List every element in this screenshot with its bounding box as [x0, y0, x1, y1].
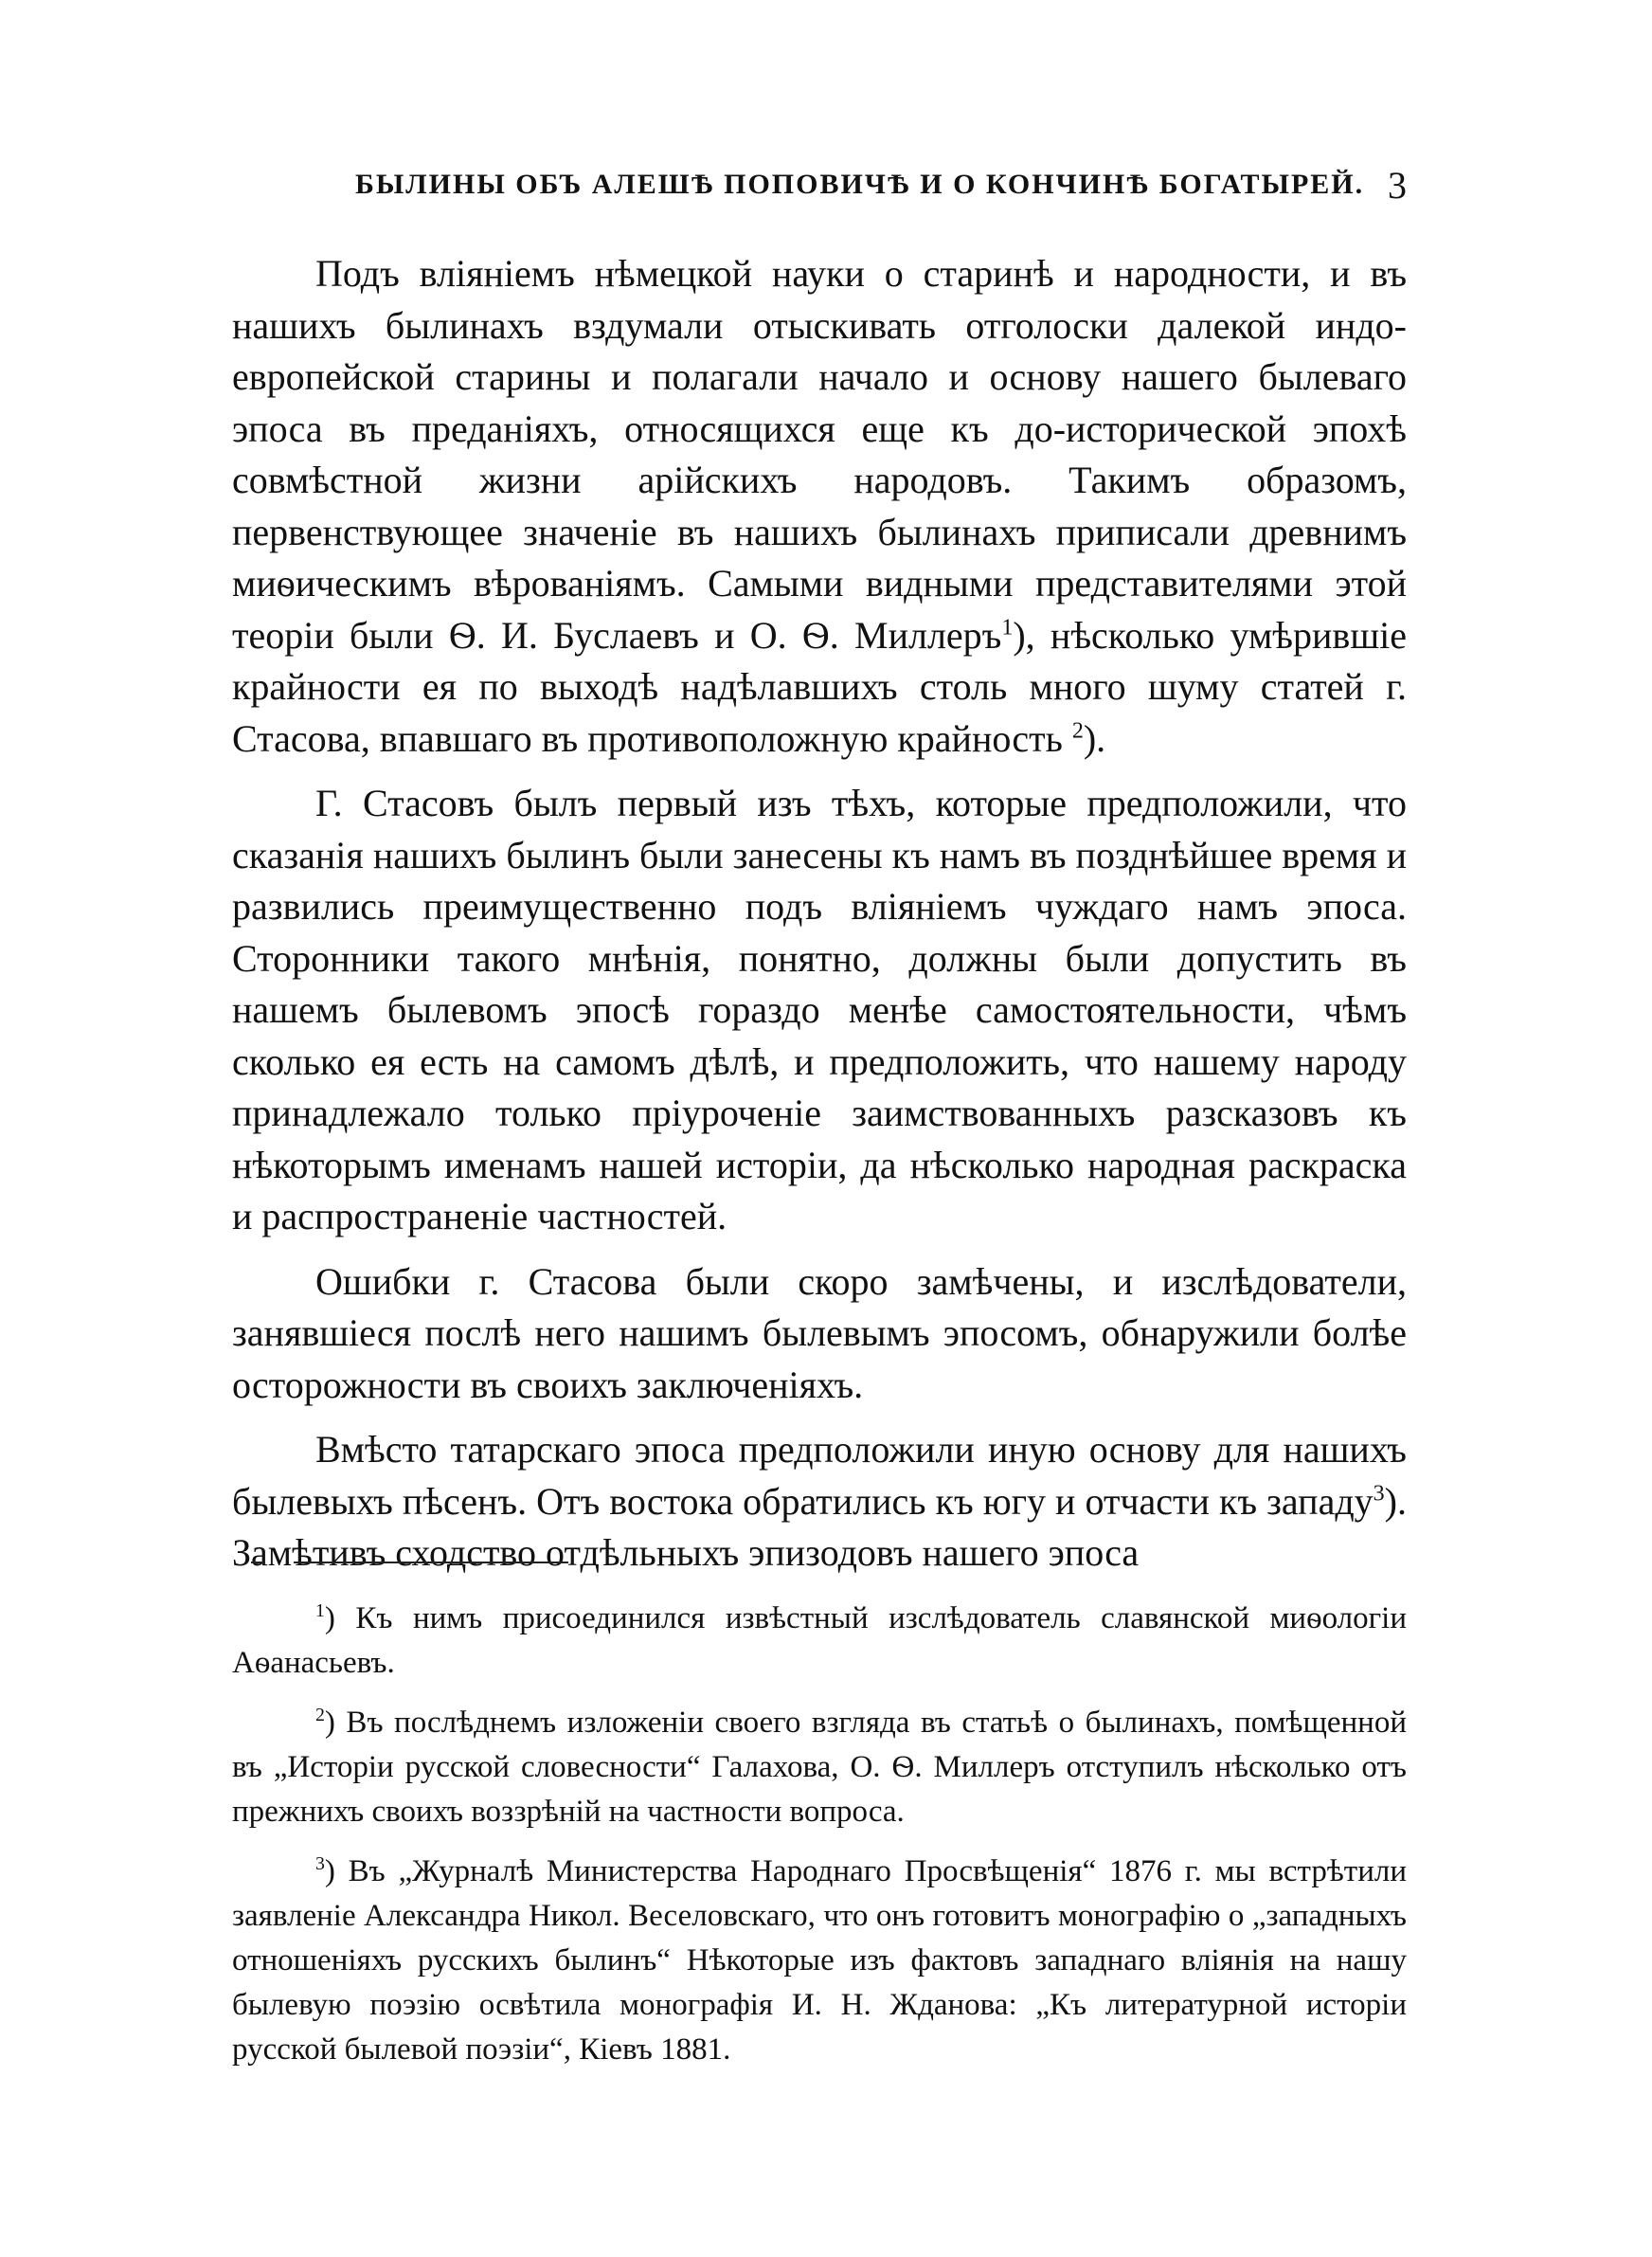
paragraph-1 [232, 248, 1407, 765]
paragraph-1-text-c: ). [1083, 716, 1106, 760]
paragraph-4-text-a: Вмѣсто татарскаго эпоса предположили иную основу для нашихъ былевыхъ пѣсенъ. Отъ востока обратились къ югу и отчасти къ западу [232, 1428, 1407, 1523]
footnote-marker-1: 1 [315, 1600, 325, 1621]
paragraph-4-text-b: ). Замѣтивъ сходство отдѣльныхъ эпизодовъ нашего эпоса [232, 1479, 1407, 1574]
footnote-dash [251, 1562, 264, 1563]
running-title: БЫЛИНЫ ОБЪ АЛЕШѢ ПОПОВИЧѢ И О КОНЧИНѢ БОГАТЫРЕЙ. [355, 169, 1365, 200]
paragraph-4 [232, 1424, 1407, 1580]
footnote-2 [232, 1701, 1407, 1834]
paragraph-2: Г. Стасовъ былъ первый изъ тѣхъ, которые предположили, что сказанія нашихъ былинъ были занесены къ намъ въ позднѣйшее время и развились преимущественно подъ вліяніемъ чуждаго намъ эпоса. Сторонники такого мнѣнія, понятно, должны были допустить въ нашемъ былевомъ эпосѣ гораздо менѣе самостоятельности, чѣмъ сколько ея есть на самомъ дѣлѣ, и предположить, что нашему народу принадлежало только пріуроченіе заимствованныхъ разсказовъ къ нѣкоторымъ именамъ нашей исторіи, да нѣсколько народная раскраска и распространеніе частностей. [232, 782, 1407, 1237]
main-text [232, 248, 1407, 1593]
footnote-3 [232, 1850, 1407, 2072]
running-head [232, 164, 1407, 216]
paragraph-1-text-a: Подъ вліяніемъ нѣмецкой науки о старинѣ и народности, и въ нашихъ былинахъ вздумали отыскивать отголоски далекой индо-европейской старины и полагали начало и основу нашего былеваго эпоса въ преданіяхъ, относящихся еще къ до-исторической эпохѣ совмѣстной жизни арійскихъ народовъ. Такимъ образомъ, первенствующее значеніе въ нашихъ былинахъ приписали древнимъ миѳическимъ вѣрованіямъ. Самыми видными представителями этой теоріи были Ѳ. И. Буслаевъ и О. Ѳ. Миллеръ [232, 252, 1407, 657]
footnote-marker-2: 2 [315, 1705, 325, 1725]
footnote-ref-1: 1 [1001, 615, 1014, 641]
footnote-text-2: ) Въ послѣднемъ изложеніи своего взгляда въ статьѣ о былинахъ, помѣщенной въ „Исторіи русской словесности“ Галахова, О. Ѳ. Миллеръ отступилъ нѣсколько отъ прежнихъ своихъ воззрѣній на частности вопроса. [232, 1706, 1407, 1829]
paragraph-1-text-b: ), нѣсколько умѣрившіе крайности ея по выходѣ надѣлавшихъ столь много шуму статей г. Стасова, впавшаго въ противоположную крайность [232, 613, 1407, 760]
footnote-ref-3: 3 [1373, 1481, 1385, 1507]
paragraph-3: Ошибки г. Стасова были скоро замѣчены, и изслѣдователи, занявшіеся послѣ него нашимъ былевымъ эпосомъ, обнаружили болѣе осторожности въ своихъ заключеніяхъ. [232, 1259, 1407, 1406]
footnotes [232, 1597, 1407, 2087]
footnote-ref-2: 2 [1071, 718, 1084, 744]
footnote-marker-3: 3 [315, 1853, 325, 1874]
footnote-text-1: ) Къ нимъ присоединился извѣстный изслѣдователь славянской миѳологіи Аѳанасьевъ. [232, 1601, 1407, 1680]
page-number: 3 [1388, 164, 1407, 207]
footnote-text-3: ) Въ „Журналѣ Министерства Народнаго Просвѣщенія“ 1876 г. мы встрѣтили заявленіе Александра Никол. Веселовскаго, что онъ готовитъ монографію о „западныхъ отношеніяхъ русскихъ былинъ“ Нѣкоторые изъ фактовъ западнаго вліянія на нашу былевую поэзію освѣтила монографія И. Н. Жданова: „Къ литературной исторіи русской былевой поэзіи“, Кіевъ 1881. [232, 1854, 1407, 2067]
footnote-separator [294, 1562, 568, 1563]
footnote-1 [232, 1597, 1407, 1686]
